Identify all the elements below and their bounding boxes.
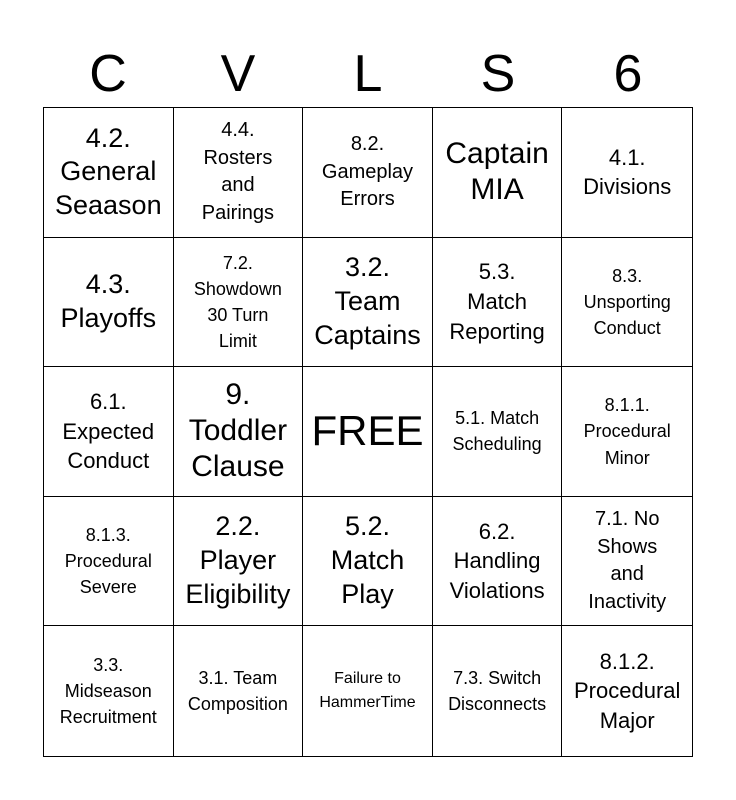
cell-label: 8.1.1. Procedural Minor xyxy=(583,395,671,468)
cell-label: 8.1.2. Procedural Major xyxy=(574,648,681,734)
bingo-cell[interactable] xyxy=(562,497,692,627)
header-letter-6: 6 xyxy=(613,45,643,103)
bingo-cell[interactable] xyxy=(303,238,433,368)
bingo-cell[interactable] xyxy=(562,108,692,238)
cell-label: 9. Toddler Clause xyxy=(188,378,288,484)
cell-label: 8.3. Unsporting Conduct xyxy=(583,265,671,338)
cell-label: 3.3. Midseason Recruitment xyxy=(59,655,157,728)
bingo-cell[interactable] xyxy=(44,497,174,627)
cell-label: 7.1. No Shows and Inactivity xyxy=(588,507,667,613)
cell-label: 8.1.3. Procedural Severe xyxy=(64,524,152,598)
cell-label: 4.3. Playoffs xyxy=(60,269,157,333)
bingo-cell[interactable] xyxy=(44,238,174,368)
cell-label: 7.3. Switch Disconnects xyxy=(448,668,547,715)
bingo-header xyxy=(43,40,693,108)
bingo-cell[interactable] xyxy=(433,497,563,627)
bingo-cell[interactable] xyxy=(562,626,692,756)
bingo-cell[interactable] xyxy=(303,626,433,756)
bingo-cell[interactable] xyxy=(174,626,304,756)
cell-label: Captain MIA xyxy=(445,137,549,207)
bingo-cell[interactable] xyxy=(562,238,692,368)
bingo-cell[interactable] xyxy=(44,626,174,756)
bingo-cell[interactable] xyxy=(433,626,563,756)
cell-label: 8.2. Gameplay Errors xyxy=(321,132,414,211)
bingo-cell[interactable] xyxy=(433,108,563,238)
bingo-cell[interactable] xyxy=(433,367,563,497)
bingo-cell[interactable] xyxy=(303,497,433,627)
cell-label: 3.1. Team Composition xyxy=(187,668,288,715)
cell-label: 2.2. Player Eligibility xyxy=(185,511,291,609)
cell-label: 6.1. Expected Conduct xyxy=(62,388,155,474)
cell-label: 4.1. Divisions xyxy=(583,144,672,200)
cell-label: 6.2. Handling Violations xyxy=(449,518,545,603)
bingo-cell[interactable] xyxy=(44,367,174,497)
cell-label: 5.2. Match Play xyxy=(330,511,405,609)
bingo-cell[interactable] xyxy=(174,108,304,238)
cell-label: 4.2. General Seaason xyxy=(55,122,162,221)
bingo-cell[interactable] xyxy=(174,497,304,627)
bingo-cell[interactable] xyxy=(562,367,692,497)
header-letter-c: C xyxy=(89,45,127,103)
cell-label: Failure to HammerTime xyxy=(319,670,416,712)
bingo-cell[interactable] xyxy=(44,108,174,238)
cell-label: 7.2. Showdown 30 Turn Limit xyxy=(193,252,282,351)
free-cell[interactable] xyxy=(303,367,433,497)
cell-label: 5.1. Match Scheduling xyxy=(452,408,542,455)
cell-label: 4.4. Rosters and Pairings xyxy=(201,119,275,224)
cell-label: 3.2. Team Captains xyxy=(314,252,421,350)
cell-label: 5.3. Match Reporting xyxy=(449,259,545,344)
header-letter-s: S xyxy=(480,45,516,103)
header-letter-v: V xyxy=(220,45,256,103)
bingo-cell[interactable] xyxy=(174,238,304,368)
bingo-cell[interactable] xyxy=(174,367,304,497)
bingo-cell[interactable] xyxy=(433,238,563,368)
header-letter-l: L xyxy=(353,45,383,103)
bingo-board xyxy=(43,107,693,757)
free-label: FREE xyxy=(311,407,424,455)
bingo-cell[interactable] xyxy=(303,108,433,238)
